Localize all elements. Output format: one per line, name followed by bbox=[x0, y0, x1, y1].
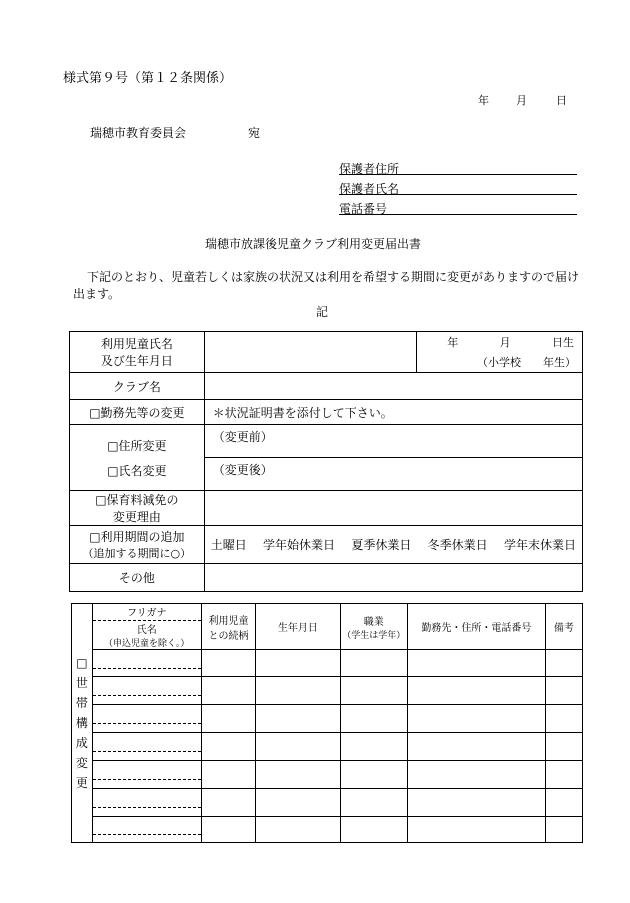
name-header-label: 氏名 bbox=[136, 625, 157, 636]
occupation-header bbox=[340, 604, 407, 650]
relation-input[interactable] bbox=[201, 817, 255, 843]
name-header bbox=[92, 604, 201, 650]
workplace-header: 勤務先・住所・電話番号 bbox=[407, 604, 545, 650]
remarks-input[interactable] bbox=[545, 677, 582, 705]
occupation-input[interactable] bbox=[340, 761, 407, 789]
workplace-input[interactable] bbox=[407, 705, 545, 733]
relation-label-1: 利用児童 bbox=[208, 615, 249, 627]
fee-label-1[interactable]: □保育料減免の bbox=[95, 493, 179, 507]
table-row bbox=[72, 705, 583, 733]
address-change-label[interactable]: □住所変更 bbox=[107, 438, 167, 453]
relation-input[interactable] bbox=[201, 789, 255, 817]
relation-input[interactable] bbox=[201, 677, 255, 705]
household-side-label bbox=[72, 604, 93, 843]
member-name-input[interactable] bbox=[92, 761, 201, 789]
child-label-2: 及び生年月日 bbox=[100, 354, 173, 368]
member-name-input[interactable] bbox=[92, 817, 201, 843]
ki-mark: 記 bbox=[316, 305, 329, 319]
relation-label-2: との続柄 bbox=[208, 630, 249, 642]
date-year-label: 年 bbox=[478, 94, 489, 107]
before-change-input[interactable] bbox=[204, 425, 582, 458]
period-option-spring-break[interactable]: 学年始休業日 bbox=[263, 538, 336, 552]
birthdate-input[interactable] bbox=[256, 789, 340, 817]
table-row bbox=[72, 817, 583, 843]
other-input[interactable] bbox=[204, 564, 582, 592]
name-change-label[interactable]: □氏名変更 bbox=[107, 463, 167, 478]
intro-line-1: 下記のとおり、児童若しくは家族の状況又は利用を希望する期間に変更がありますので届け bbox=[87, 270, 580, 284]
club-label: クラブ名 bbox=[70, 373, 205, 400]
table-row bbox=[72, 789, 583, 817]
member-name-input[interactable] bbox=[92, 705, 201, 733]
relation-input[interactable] bbox=[201, 650, 255, 677]
occupation-note: （学生は学年） bbox=[342, 630, 406, 641]
period-label-1[interactable]: □利用期間の追加 bbox=[89, 530, 185, 544]
guardian-phone-field[interactable] bbox=[339, 198, 577, 215]
workplace-input[interactable] bbox=[407, 789, 545, 817]
work-change-label[interactable]: □勤務先等の変更 bbox=[70, 400, 205, 425]
occupation-input[interactable] bbox=[340, 789, 407, 817]
change-details-table bbox=[69, 331, 583, 592]
birthdate-header: 生年月日 bbox=[256, 604, 340, 650]
remarks-input[interactable] bbox=[545, 650, 582, 677]
period-option-summer-break[interactable]: 夏季休業日 bbox=[351, 538, 412, 552]
birthdate-input[interactable] bbox=[256, 761, 340, 789]
period-options-cell bbox=[204, 526, 582, 564]
fee-reason-input[interactable] bbox=[204, 491, 582, 526]
guardian-name-label: 保護者氏名 bbox=[339, 182, 400, 196]
table-row bbox=[72, 650, 583, 677]
period-add-cell bbox=[70, 526, 205, 564]
address-name-change-cell bbox=[70, 425, 205, 491]
household-char-5: 変 bbox=[75, 756, 88, 770]
occupation-input[interactable] bbox=[340, 705, 407, 733]
child-label-1: 利用児童氏名 bbox=[100, 337, 173, 351]
workplace-input[interactable] bbox=[407, 761, 545, 789]
household-char-1: 世 bbox=[75, 676, 88, 690]
club-name-input[interactable] bbox=[204, 373, 582, 400]
form-number: 様式第９号（第１２条関係） bbox=[63, 71, 233, 86]
school-grade-label: （小学校 年生） bbox=[477, 356, 576, 369]
period-label-2: （追加する期間に○） bbox=[82, 547, 192, 560]
occupation-input[interactable] bbox=[340, 733, 407, 761]
work-change-note: ＊状況証明書を添付して下さい。 bbox=[204, 400, 582, 425]
furigana-header: フリガナ bbox=[93, 604, 201, 621]
date-day-label: 日 bbox=[556, 94, 567, 107]
remarks-input[interactable] bbox=[545, 761, 582, 789]
table-row bbox=[72, 761, 583, 789]
table-row bbox=[72, 677, 583, 705]
relation-input[interactable] bbox=[201, 761, 255, 789]
period-option-year-end-break[interactable]: 学年末休業日 bbox=[503, 538, 576, 552]
remarks-input[interactable] bbox=[545, 789, 582, 817]
other-label: その他 bbox=[70, 564, 205, 592]
relation-header bbox=[201, 604, 255, 650]
household-char-2: 帯 bbox=[75, 696, 88, 710]
period-option-winter-break[interactable]: 冬季休業日 bbox=[427, 538, 488, 552]
household-table bbox=[71, 603, 583, 843]
birthdate-input[interactable] bbox=[256, 733, 340, 761]
workplace-input[interactable] bbox=[407, 817, 545, 843]
fee-reduction-cell bbox=[70, 491, 205, 526]
child-label-cell bbox=[70, 332, 205, 373]
relation-input[interactable] bbox=[201, 733, 255, 761]
period-option-saturday[interactable]: 土曜日 bbox=[210, 538, 247, 552]
occupation-input[interactable] bbox=[340, 650, 407, 677]
table-row bbox=[72, 733, 583, 761]
remarks-input[interactable] bbox=[545, 817, 582, 843]
relation-input[interactable] bbox=[201, 705, 255, 733]
birthdate-input[interactable] bbox=[256, 705, 340, 733]
member-name-input[interactable] bbox=[92, 789, 201, 817]
birthdate-input[interactable] bbox=[256, 817, 340, 843]
recipient-suffix: 宛 bbox=[248, 126, 261, 140]
fee-label-2: 変更理由 bbox=[112, 510, 161, 524]
after-label: （変更後） bbox=[212, 463, 273, 477]
household-char-3: 構 bbox=[75, 716, 88, 730]
household-checkbox[interactable]: □ bbox=[76, 656, 88, 670]
birth-year-label: 年 bbox=[447, 336, 459, 349]
birthdate-cell[interactable] bbox=[417, 332, 583, 373]
guardian-phone-label: 電話番号 bbox=[339, 202, 388, 216]
before-label: （変更前） bbox=[212, 430, 273, 444]
birthdate-input[interactable] bbox=[256, 650, 340, 677]
remarks-input[interactable] bbox=[545, 733, 582, 761]
household-char-6: 更 bbox=[75, 776, 88, 790]
member-name-input[interactable] bbox=[92, 677, 201, 705]
name-header-note: （申込児童を除く。） bbox=[104, 639, 190, 649]
occupation-label: 職業 bbox=[363, 616, 384, 628]
date-month-label: 月 bbox=[516, 94, 527, 107]
birth-day-label: 日生 bbox=[551, 336, 574, 349]
intro-line-2: 出ます。 bbox=[73, 287, 121, 301]
occupation-input[interactable] bbox=[340, 677, 407, 705]
birthdate-input[interactable] bbox=[256, 677, 340, 705]
after-change-input[interactable] bbox=[204, 458, 582, 491]
remarks-header: 備考 bbox=[545, 604, 582, 650]
occupation-input[interactable] bbox=[340, 817, 407, 843]
recipient: 瑞穂市教育委員会 bbox=[90, 126, 187, 140]
member-name-input[interactable] bbox=[92, 650, 201, 677]
household-char-4: 成 bbox=[75, 736, 88, 750]
workplace-input[interactable] bbox=[407, 650, 545, 677]
member-name-input[interactable] bbox=[92, 733, 201, 761]
guardian-address-field[interactable] bbox=[339, 158, 577, 175]
guardian-name-field[interactable] bbox=[339, 178, 577, 195]
workplace-input[interactable] bbox=[407, 677, 545, 705]
remarks-input[interactable] bbox=[545, 705, 582, 733]
guardian-address-label: 保護者住所 bbox=[339, 162, 400, 176]
workplace-input[interactable] bbox=[407, 733, 545, 761]
birth-month-label: 月 bbox=[499, 336, 511, 349]
child-name-input[interactable] bbox=[204, 332, 416, 373]
document-title: 瑞穂市放課後児童クラブ利用変更届出書 bbox=[205, 237, 422, 251]
